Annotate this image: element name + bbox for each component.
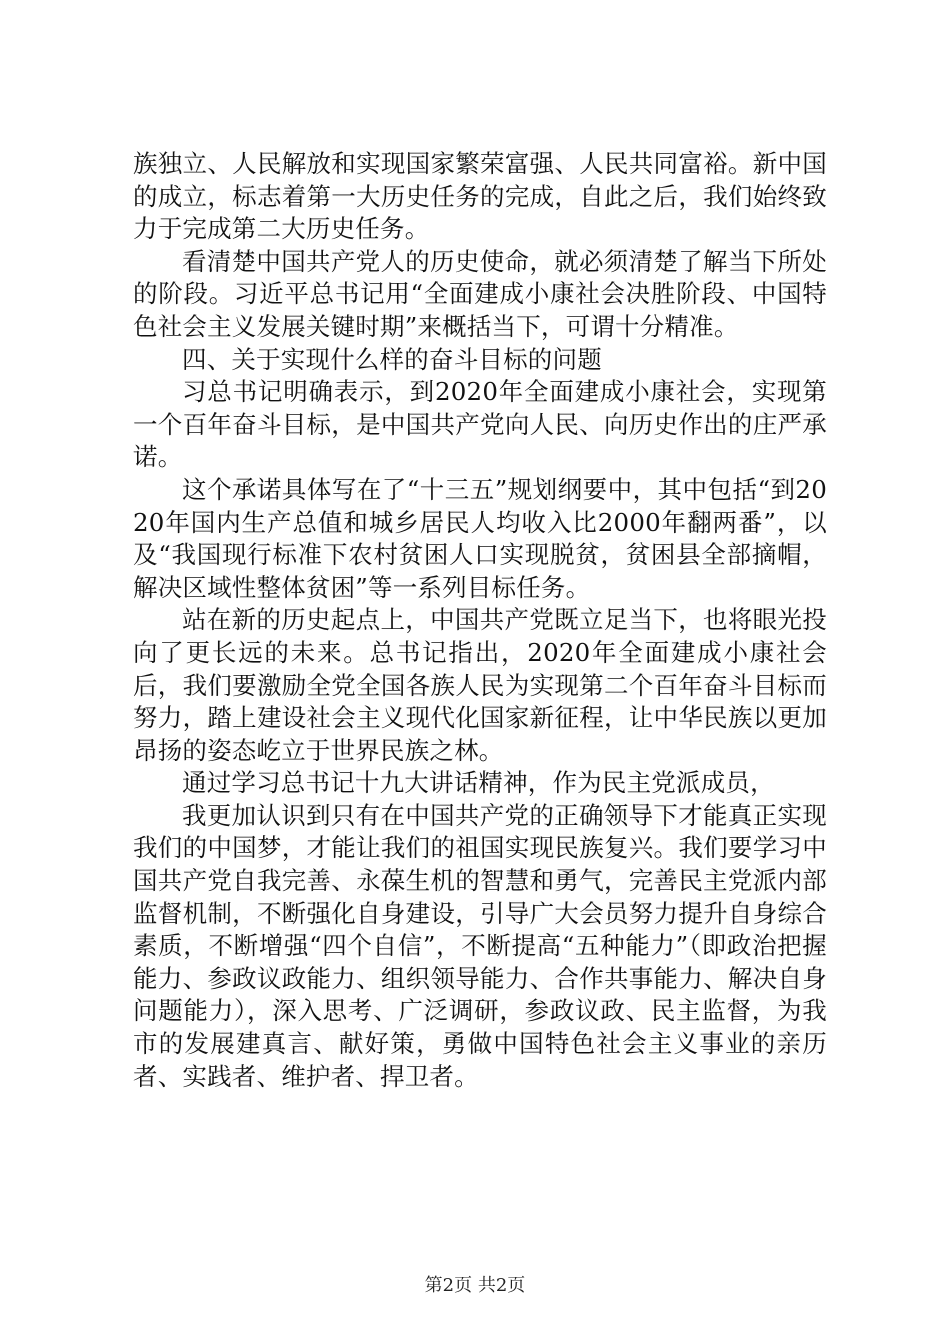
paragraph-5: 站在新的历史起点上，中国共产党既立足当下，也将眼光投向了更长远的未来。总书记指出，2020年全面建成小康社会后，我们要激励全党全国各族人民为实现第二个百年奋斗目标而努力，踏上建设社会主义现代化国家新征程，让中华民族以更加昂扬的姿态屹立于世界民族之林。 [133,605,827,765]
paragraph-6: 通过学习总书记十九大讲话精神，作为民主党派成员， [182,768,775,798]
paragraph-4: 这个承诺具体写在了“十三五”规划纲要中，其中包括“到2020年国内生产总值和城乡居民人均收入比2000年翻两番”，以及“我国现行标准下农村贫困人口实现脱贫，贫困县全部摘帽，解决区域性整体贫困”等一系列目标任务。 [133,474,827,602]
paragraph-1: 族独立、人民解放和实现国家繁荣富强、人民共同富裕。新中国的成立，标志着第一大历史任务的完成，自此之后，我们始终致力于完成第二大历史任务。 [133,149,827,244]
page-number-footer: 第2页 共2页 [424,1275,526,1296]
paragraph-7: 我更加认识到只有在中国共产党的正确领导下才能真正实现我们的中国梦，才能让我们的祖国实现民族复兴。我们要学习中国共产党自我完善、永葆生机的智慧和勇气，完善民主党派内部监督机制，不断强化自身建设，引导广大会员努力提升自身综合素质，不断增强“四个自信”，不断提高“五种能力”（即政治把握能力、参政议政能力、组织领导能力、合作共事能力、解决自身问题能力），深入思考、广泛调研，参政议政、民主监督，为我市的发展建真言、献好策，勇做中国特色社会主义事业的亲历者、实践者、维护者、捍卫者。 [133,800,827,1091]
paragraph-3: 习总书记明确表示，到2020年全面建成小康社会，实现第一个百年奋斗目标，是中国共产党向人民、向历史作出的庄严承诺。 [133,377,827,472]
document-body [133,148,827,1093]
section-heading: 四、关于实现什么样的奋斗目标的问题 [182,344,602,374]
paragraph-2: 看清楚中国共产党人的历史使命，就必须清楚了解当下所处的阶段。习近平总书记用“全面建成小康社会决胜阶段、中国特色社会主义发展关键时期”来概括当下，可谓十分精准。 [133,246,827,341]
